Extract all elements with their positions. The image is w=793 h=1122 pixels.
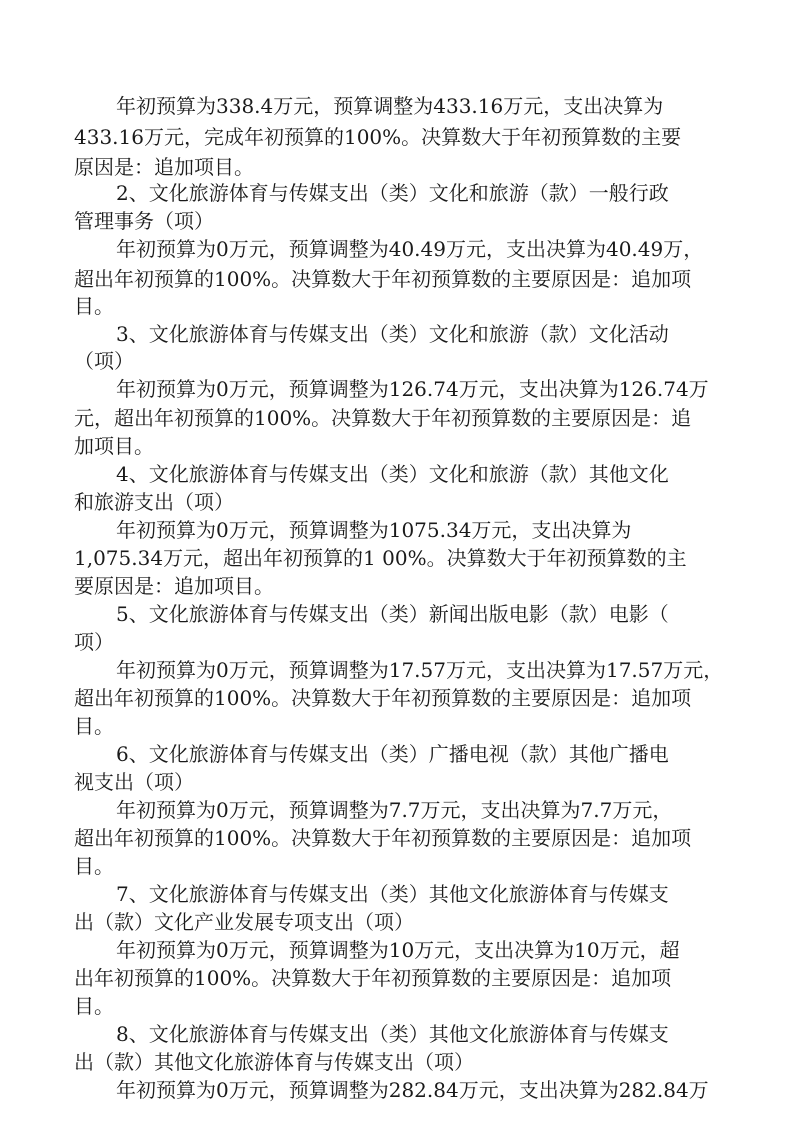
section-heading: 和旅游支出（项） bbox=[74, 490, 234, 514]
text-line: 433.16万元，完成年初预算的100%。决算数大于年初预算数的主要 bbox=[74, 125, 682, 149]
text-line: 年初预算为0万元，预算调整为10万元，支出决算为10万元，超 bbox=[116, 938, 680, 962]
section-heading: 8、文化旅游体育与传媒支出（类）其他文化旅游体育与传媒支 bbox=[116, 1022, 669, 1046]
text-line: 目。 bbox=[74, 294, 114, 318]
section-heading: 6、文化旅游体育与传媒支出（类）广播电视（款）其他广播电 bbox=[116, 742, 669, 766]
text-line: 目。 bbox=[74, 714, 114, 738]
section-heading: 管理事务（项） bbox=[74, 209, 214, 233]
text-line: 年初预算为0万元，预算调整为7.7万元，支出决算为7.7万元， bbox=[116, 798, 673, 822]
section-heading: 5、文化旅游体育与传媒支出（类）新闻出版电影（款）电影（ bbox=[116, 602, 669, 626]
text-line: 超出年初预算的100%。决算数大于年初预算数的主要原因是：追加项 bbox=[74, 686, 692, 710]
text-line: 超出年初预算的100%。决算数大于年初预算数的主要原因是：追加项 bbox=[74, 267, 692, 291]
section-heading: 2、文化旅游体育与传媒支出（类）文化和旅游（款）一般行政 bbox=[116, 181, 669, 205]
text-line: 加项目。 bbox=[74, 434, 154, 458]
section-heading: 出（款）其他文化旅游体育与传媒支出（项） bbox=[74, 1050, 474, 1074]
text-line: 年初预算为0万元，预算调整为282.84万元，支出决算为282.84万 bbox=[116, 1078, 709, 1102]
section-heading: 视支出（项） bbox=[74, 770, 194, 794]
section-heading: 4、文化旅游体育与传媒支出（类）文化和旅游（款）其他文化 bbox=[116, 462, 669, 486]
section-heading: 7、文化旅游体育与传媒支出（类）其他文化旅游体育与传媒支 bbox=[116, 882, 669, 906]
text-line: 年初预算为0万元，预算调整为126.74万元，支出决算为126.74万 bbox=[116, 377, 709, 401]
text-line: 原因是：追加项目。 bbox=[74, 155, 254, 179]
text-line: 年初预算为0万元，预算调整为40.49万元，支出决算为40.49万， bbox=[116, 237, 704, 261]
text-line: 超出年初预算的100%。决算数大于年初预算数的主要原因是：追加项 bbox=[74, 826, 692, 850]
text-line: 1,075.34万元，超出年初预算的1 00%。决算数大于年初预算数的主 bbox=[74, 546, 687, 570]
section-heading: 3、文化旅游体育与传媒支出（类）文化和旅游（款）文化活动 bbox=[116, 322, 669, 346]
text-line: 元，超出年初预算的100%。决算数大于年初预算数的主要原因是：追 bbox=[74, 406, 692, 430]
text-line: 目。 bbox=[74, 994, 114, 1018]
text-line: 出年初预算的100%。决算数大于年初预算数的主要原因是：追加项 bbox=[74, 966, 672, 990]
section-heading: 项） bbox=[74, 630, 114, 654]
section-heading: 出（款）文化产业发展专项支出（项） bbox=[74, 910, 414, 934]
text-line: 要原因是：追加项目。 bbox=[74, 574, 274, 598]
text-line: 年初预算为0万元，预算调整为1075.34万元，支出决算为 bbox=[116, 518, 632, 542]
text-line: 年初预算为338.4万元，预算调整为433.16万元，支出决算为 bbox=[116, 94, 664, 118]
text-line: 目。 bbox=[74, 854, 114, 878]
text-line: 年初预算为0万元，预算调整为17.57万元，支出决算为17.57万元， bbox=[116, 658, 724, 682]
section-heading: （项） bbox=[74, 349, 134, 373]
